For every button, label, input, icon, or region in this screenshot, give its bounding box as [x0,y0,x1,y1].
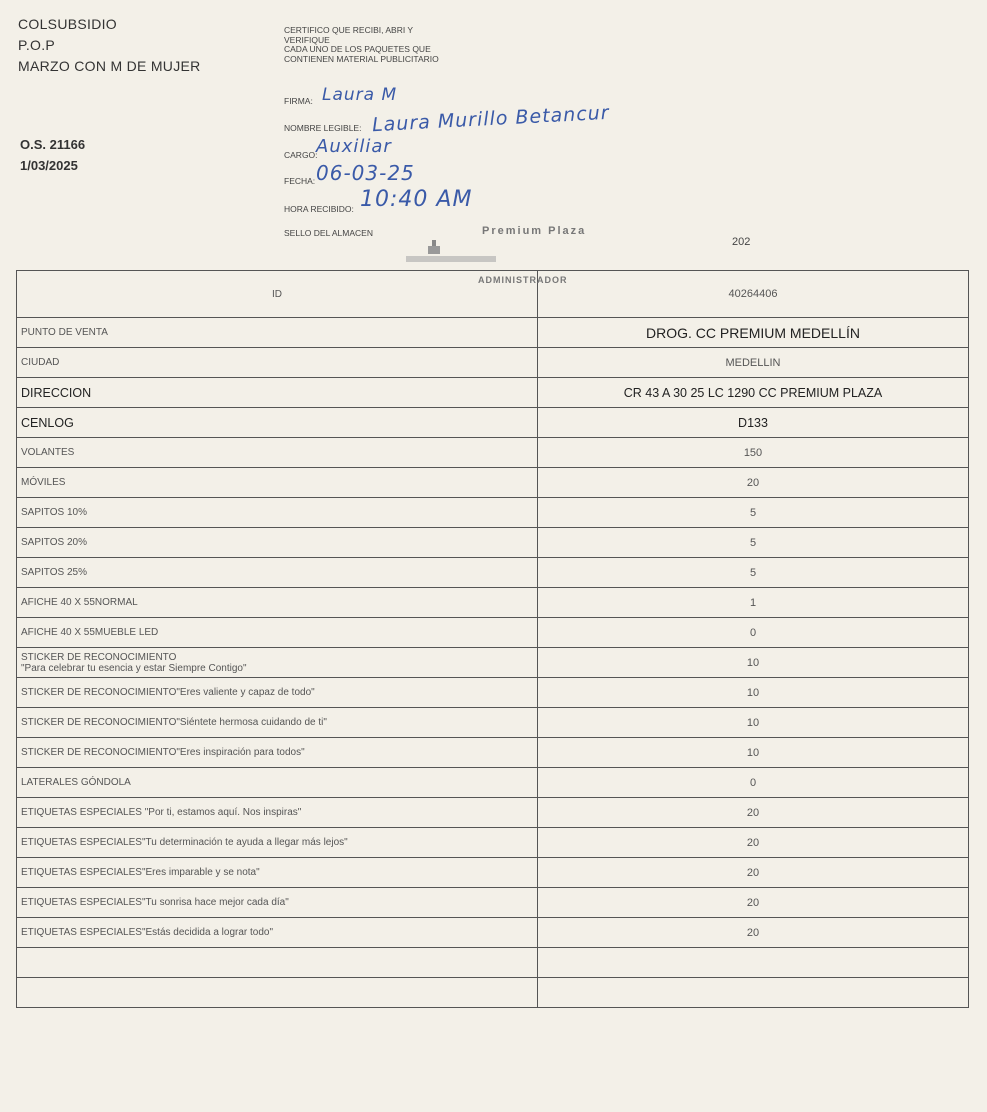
firma-signature: Laura M [322,85,398,105]
row-label: STICKER DE RECONOCIMIENTO "Para celebrar tu esencia y estar Siempre Contigo" [17,648,538,678]
row-value: 20 [538,798,969,828]
row-label [17,948,538,978]
row-value: D133 [538,408,969,438]
company-name: COLSUBSIDIO [18,16,117,32]
hora-value: 10:40 AM [360,187,473,212]
row-value: 10 [538,678,969,708]
row-value: 20 [538,828,969,858]
os-number: O.S. 21166 [20,137,86,152]
row-label: AFICHE 40 X 55MUEBLE LED [17,618,538,648]
row-value: 20 [538,918,969,948]
table-row [17,588,969,618]
row-label: ETIQUETAS ESPECIALES "Por ti, estamos aquí. Nos inspiras" [17,798,538,828]
campaign-title: MARZO CON M DE MUJER [18,58,201,74]
cert-line: CONTIENEN MATERIAL PUBLICITARIO [284,53,439,64]
row-label: CENLOG [17,408,538,438]
row-value: 10 [538,648,969,678]
row-label: SAPITOS 25% [17,558,538,588]
stamp-text: Premium Plaza [482,225,587,237]
row-value: 20 [538,858,969,888]
row-label: VOLANTES [17,438,538,468]
table-row [17,618,969,648]
table-row [17,558,969,588]
row-value: 0 [538,618,969,648]
table-row [17,408,969,438]
table-row [17,378,969,408]
row-label: STICKER DE RECONOCIMIENTO"Eres valiente y capaz de todo" [17,678,538,708]
firma-label: FIRMA: [284,96,313,106]
nombre-value: Laura Murillo Betancur [371,101,611,137]
sello-label: SELLO DEL ALMACEN [284,228,373,238]
row-value: 5 [538,558,969,588]
row-value: 5 [538,528,969,558]
header-block [18,14,201,77]
row-label: CIUDAD [17,348,538,378]
row-label: STICKER DE RECONOCIMIENTO"Eres inspiración para todos" [17,738,538,768]
table-row [17,678,969,708]
table-row [17,858,969,888]
row-label: PUNTO DE VENTA [17,318,538,348]
table-row [17,768,969,798]
fecha-value: 06-03-25 [316,161,415,185]
order-date: 1/03/2025 [20,158,78,173]
table-row [17,708,969,738]
hora-label: HORA RECIBIDO: [284,204,354,214]
cert-line: VERIFIQUE [284,34,330,45]
cargo-label: CARGO: [284,150,318,160]
table-row [17,798,969,828]
table-row [17,948,969,978]
row-label: DIRECCION [17,378,538,408]
cert-line: CADA UNO DE LOS PAQUETES QUE [284,44,431,54]
order-info [20,134,85,176]
id-label: ID [17,271,538,318]
table-row [17,318,969,348]
row-value: 10 [538,738,969,768]
row-label: LATERALES GÓNDOLA [17,768,538,798]
table-row [17,348,969,378]
cargo-value: Auxiliar [316,136,392,157]
row-value: CR 43 A 30 25 LC 1290 CC PREMIUM PLAZA [538,378,969,408]
nombre-label: NOMBRE LEGIBLE: [284,123,362,133]
row-label: SAPITOS 10% [17,498,538,528]
row-label: MÓVILES [17,468,538,498]
row-label: STICKER DE RECONOCIMIENTO"Siéntete hermosa cuidando de ti" [17,708,538,738]
row-label: ETIQUETAS ESPECIALES"Estás decidida a lograr todo" [17,918,538,948]
row-value: 5 [538,498,969,528]
row-value [538,948,969,978]
pop-label: P.O.P [18,37,56,53]
row-label: AFICHE 40 X 55NORMAL [17,588,538,618]
certification-text [284,26,524,64]
row-label: ETIQUETAS ESPECIALES"Eres imparable y se nota" [17,858,538,888]
row-value: 20 [538,468,969,498]
table-row [17,438,969,468]
stamp-admin: ADMINISTRADOR [478,275,568,285]
row-value: MEDELLIN [538,348,969,378]
table-row [17,978,969,1008]
table-row [17,828,969,858]
row-label: ETIQUETAS ESPECIALES"Tu determinación te ayuda a llegar más lejos" [17,828,538,858]
page-number: 202 [732,236,751,248]
table-row [17,498,969,528]
row-value: 0 [538,768,969,798]
table-row [17,918,969,948]
row-value: 10 [538,708,969,738]
table-row [17,648,969,678]
table-row [17,738,969,768]
row-value: DROG. CC PREMIUM MEDELLÍN [538,318,969,348]
id-value-cell [478,271,969,318]
table-row [17,528,969,558]
id-row [17,271,969,318]
row-value [538,978,969,1008]
stamp-logo [402,236,502,266]
table-row [17,468,969,498]
id-value: 40264406 [728,288,778,300]
fecha-label: FECHA: [284,176,316,186]
row-value: 1 [538,588,969,618]
row-label: ETIQUETAS ESPECIALES"Tu sonrisa hace mejor cada día" [17,888,538,918]
cert-line: CERTIFICO QUE RECIBI, ABRI Y [284,25,414,35]
row-value: 150 [538,438,969,468]
row-value: 20 [538,888,969,918]
row-label [17,978,538,1008]
table-row [17,888,969,918]
material-table [16,270,969,1008]
row-label: SAPITOS 20% [17,528,538,558]
